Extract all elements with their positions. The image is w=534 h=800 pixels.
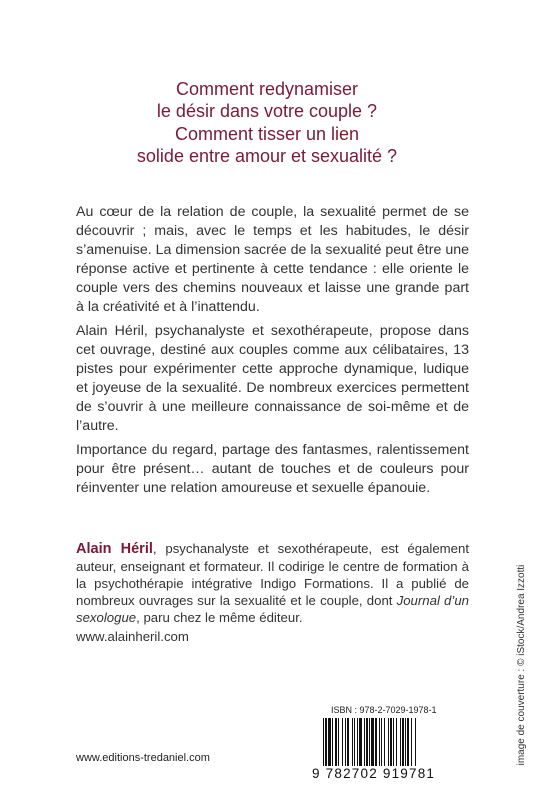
author-name: Alain Héril <box>76 541 153 557</box>
cover-credit-text: image de couverture : © iStock/Andrea Izzotti <box>516 564 527 766</box>
publisher-website[interactable]: www.editions-tredaniel.com <box>76 752 210 764</box>
author-bio-text: , psychanalyste et sexothérapeute, est également auteur, enseignant et formateur. Il codirige le centre de formation à la psychothérapie intégrative Indigo Formations. Il a publié de nombreux ouvrages sur la sexualité et le couple, dont <box>76 541 470 608</box>
barcode-number: 9 782702 919781 <box>312 766 436 781</box>
question-1-line-2: le désir dans votre couple ? <box>156 101 378 121</box>
paragraph-intro: Au cœur de la relation de couple, la sexualité permet de se découvrir ; mais, avec le temps et les habitudes, le désir s’amenuise. La dimension sacrée de la sexualité peut être une réponse active et pertinente à cette tendance : elle oriente le couple vers des chemins nouveaux et laisse une grande part à la créativité et à l’inattendu. <box>76 204 469 315</box>
question-1-line-1: Comment redynamiser <box>175 79 359 99</box>
author-bio <box>76 540 469 626</box>
question-2-line-2: solide entre amour et sexualité ? <box>136 146 398 166</box>
paragraph-author-approach: Alain Héril, psychanalyste et sexothérapeute, propose dans cet ouvrage, destiné aux couples comme aux célibataires, 13 pistes pour expérimenter cette approche dynamique, ludique et joyeuse de la sexualité. De nombreux exercices permettent de s’ouvrir à une meilleure connaissance de soi-même et de l’autre. <box>76 323 469 434</box>
question-1 <box>0 78 534 122</box>
paragraph-themes: Importance du regard, partage des fantasmes, ralentissement pour être présent… autant de touches et de couleurs pour réinventer une relation amoureuse et sexuelle épanouie. <box>76 442 469 496</box>
author-bio-text-end: , paru chez le même éditeur. <box>136 610 303 625</box>
question-2-line-1: Comment tisser un lien <box>174 124 360 144</box>
author-website-link[interactable]: www.alainheril.com <box>76 629 189 644</box>
question-2 <box>0 123 534 167</box>
barcode <box>321 718 463 766</box>
book-title: Journal d’un sexologue <box>76 593 469 625</box>
isbn-label: ISBN : 978-2-7029-1978-1 <box>331 705 437 715</box>
cover-credit <box>516 564 527 766</box>
